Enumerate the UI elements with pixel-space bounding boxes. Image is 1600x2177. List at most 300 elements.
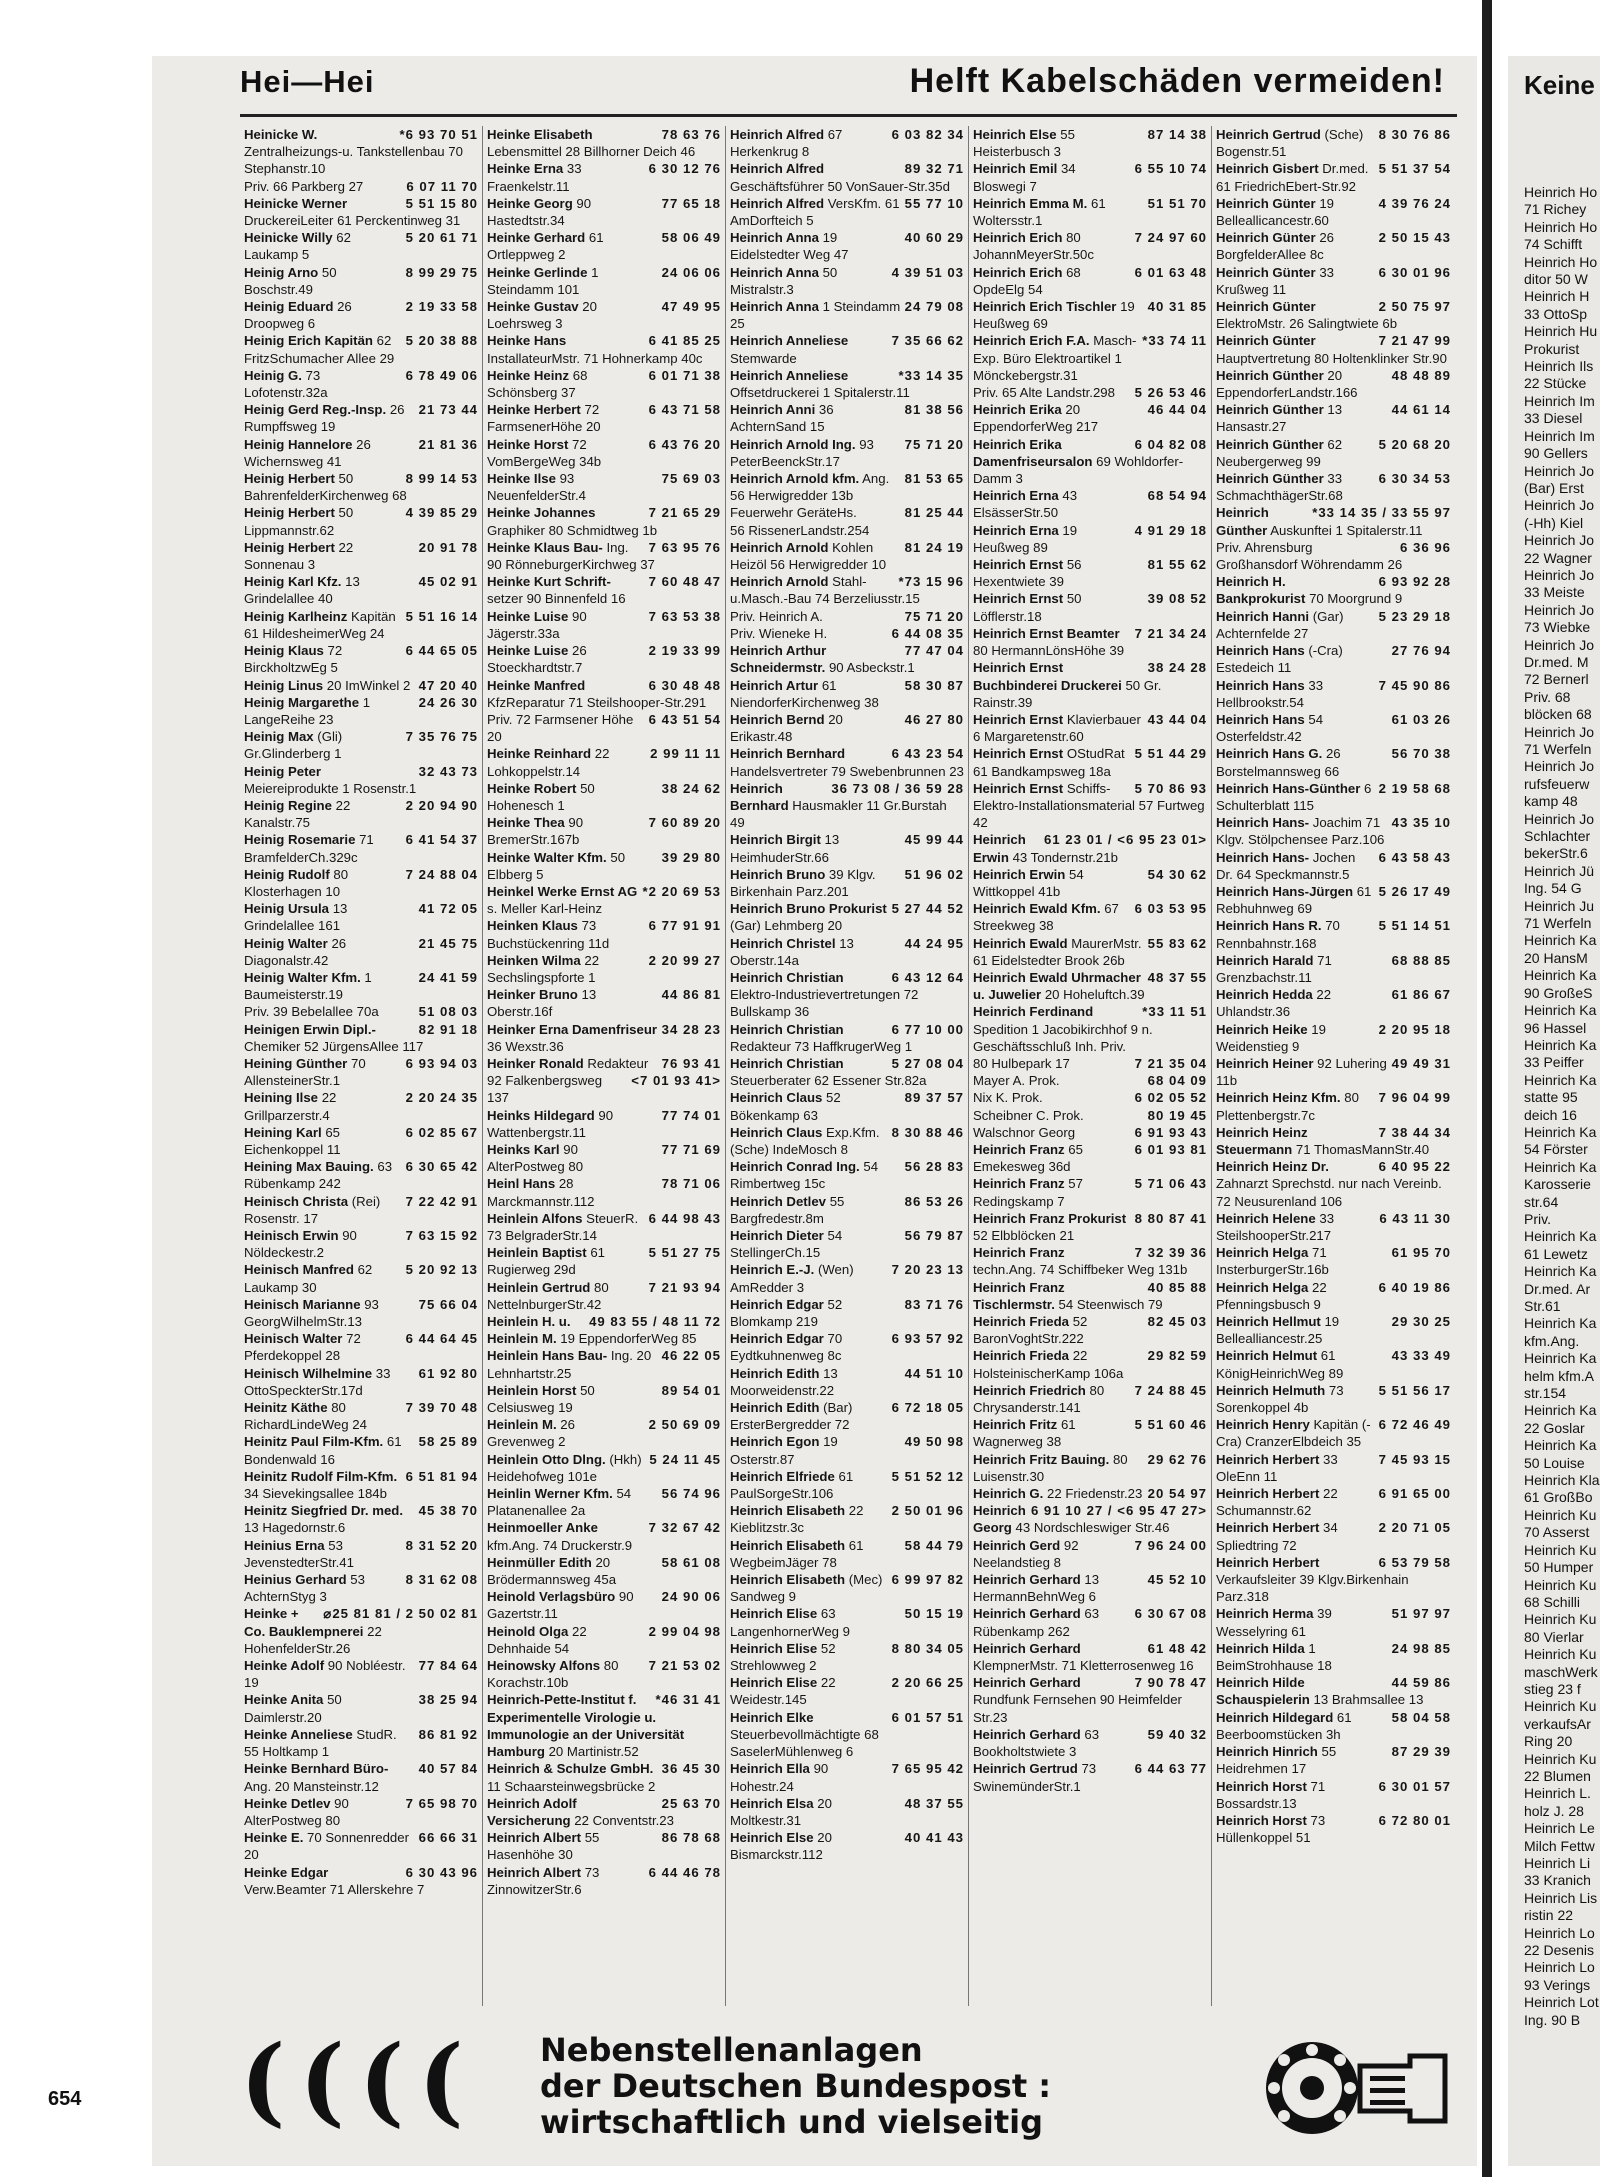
entry-name: Heinrich Ewald	[973, 935, 1068, 951]
directory-entry	[730, 1829, 964, 1863]
entry-detail: 68 Schönsberg 37	[487, 367, 588, 401]
entry-name: Heinrich Hans-Jürgen	[1216, 883, 1354, 899]
directory-entry	[730, 1330, 964, 1364]
entry-detail: Meiereiprodukte 1 Rosenstr.1	[244, 780, 417, 796]
facing-page-line: Str.61	[1524, 1298, 1561, 1314]
entry-detail: 19 Heußweg 69	[973, 299, 1135, 332]
facing-page-line: Milch Fettw	[1524, 1837, 1595, 1854]
entry-name: Heinisch Manfred	[244, 1262, 354, 1278]
directory-entry	[730, 264, 964, 298]
entry-phone: 6 55 10 74	[1134, 161, 1207, 177]
directory-entry	[1216, 160, 1451, 194]
directory-entry	[487, 608, 721, 642]
entry-detail: 70 AllensteinerStr.1	[244, 1055, 366, 1089]
directory-entry	[487, 160, 721, 194]
entry-name: Heinke Georg	[487, 195, 573, 211]
entry-phone: 6 30 01 96	[1378, 264, 1451, 280]
entry-detail: Ing. 90 RönneburgerKirchweg 37	[487, 539, 655, 573]
entry-detail: 55 Heidrehmen 17	[1216, 1744, 1337, 1777]
entry-name: Heinrich Christian	[730, 1055, 844, 1071]
entry-detail: 90 Wattenbergstr.11	[487, 1107, 614, 1140]
entry-detail: VersKfm. 61 AmDorfteich 5	[730, 195, 900, 229]
entry-name: Heinrich Erich F.A.	[973, 333, 1090, 349]
entry-phone: 7 21 93 94	[648, 1279, 721, 1295]
entry-phone: 44 24 95	[904, 935, 964, 951]
entry-phone: 51 96 02	[904, 866, 964, 882]
entry-detail: Verkaufsleiter 39 Klgv.Birkenhain Parz.318	[1216, 1572, 1409, 1605]
entry-detail: 53 JevenstedterStr.41	[244, 1537, 354, 1570]
entry-phone: 55 83 62	[1147, 935, 1207, 951]
entry-name: Heinrich Franz	[973, 1141, 1065, 1157]
entry-phone: 6 72 80 01	[1378, 1812, 1451, 1828]
facing-page-line: Heinrich Ho	[1524, 253, 1598, 270]
directory-entry	[730, 866, 964, 900]
entry-detail: 72 Pferdekoppel 28	[244, 1331, 361, 1364]
entry-detail: 61 Woltersstr.1	[973, 195, 1106, 229]
entry-phone: 2 50 69 09	[648, 1417, 721, 1433]
facing-page-line: Heinrich Ho	[1524, 184, 1598, 200]
entry-name: Heinrich Hans R.	[1216, 918, 1322, 934]
facing-page-line: Dr.med. M	[1524, 653, 1589, 670]
directory-entry	[1216, 573, 1451, 607]
entry-phone: 24 06 06	[661, 264, 721, 280]
directory-entry	[244, 1193, 478, 1227]
entry-detail: Exp.Kfm. (Sche) IndeMosch 8	[730, 1124, 880, 1157]
facing-page-line: bekerStr.6	[1524, 845, 1588, 862]
entry-name: Heinrich Edgar	[730, 1331, 824, 1347]
entry-detail: 13 HermannBehnWeg 6	[973, 1572, 1100, 1605]
facing-page-line: 71 Werfeln	[1524, 915, 1592, 932]
facing-page-line: Heinrich Ka	[1524, 1437, 1597, 1454]
entry-name: Heinrich Heinz Dr.	[1216, 1159, 1329, 1175]
entry-name: Heinrich Elise	[730, 1640, 818, 1656]
directory-entry	[487, 1519, 721, 1553]
directory-entry	[244, 229, 478, 263]
facing-page	[1508, 56, 1600, 2166]
entry-phone: *33 74 11	[1142, 333, 1207, 349]
entry-name: Heinrich Conrad Ing.	[730, 1159, 860, 1175]
entry-detail: 13 Grindelallee 40	[244, 574, 360, 607]
entry-detail: 22 Sonnenau 3	[244, 539, 354, 573]
entry-detail: 92 Neelandstieg 8	[973, 1537, 1079, 1570]
directory-entry	[487, 298, 721, 332]
entry-detail: 19 Osterstr.87	[730, 1434, 838, 1467]
directory-entry	[973, 590, 1207, 624]
entry-detail: 90 Hohestr.24	[730, 1761, 829, 1794]
entry-detail: 56 RissenerLandstr.254	[730, 522, 870, 538]
entry-name: Heinrich Ernst	[973, 746, 1064, 762]
entry-phone: 8 30 88 46	[891, 1124, 964, 1140]
entry-phone: 77 74 01	[661, 1107, 721, 1123]
entry-detail: 72 FarmsenerHöhe 20	[487, 402, 601, 435]
directory-entry	[973, 745, 1207, 779]
entry-detail: 34 Spliedtring 72	[1216, 1520, 1338, 1553]
facing-page-line: 33 Peiffer	[1524, 1054, 1584, 1071]
directory-entry	[730, 1365, 964, 1399]
entry-name: Heinrich Birgit	[730, 832, 821, 848]
entry-detail: 90 BremerStr.167b	[487, 815, 584, 848]
directory-entry	[973, 195, 1207, 229]
entry-detail: Offsetdruckerei 1 Spitalerstr.11	[730, 385, 910, 401]
entry-phone: 43 35 10	[1391, 815, 1451, 831]
directory-entry	[1216, 1812, 1451, 1846]
entry-phone: 6 91 10 27 / <6 95 47 27>	[1030, 1503, 1207, 1519]
facing-page-line: Heinrich Ho	[1524, 218, 1598, 235]
entry-detail: DruckereiLeiter 61 Perckentinweg 31	[244, 213, 461, 229]
entry-detail: 19 Belleallicancestr.60	[1216, 195, 1334, 229]
entry-detail: 22 Sechslingspforte 1	[487, 952, 600, 985]
directory-entry	[244, 195, 478, 229]
directory-entry	[244, 1537, 478, 1571]
entry-phone: 81 25 44	[904, 505, 964, 521]
entry-phone: 46 22 05	[661, 1348, 721, 1364]
directory-entry	[244, 608, 478, 642]
directory-page	[152, 56, 1477, 2166]
entry-detail: (Gar) Lehmberg 20	[730, 918, 843, 934]
entry-name: Heinrich Arnold kfm.	[730, 471, 860, 487]
directory-entry	[487, 1347, 721, 1381]
directory-entry	[973, 1089, 1207, 1106]
directory-entry	[244, 539, 478, 573]
ad-line-3: wirtschaftlich und vielseitig	[540, 2103, 1044, 2141]
facing-page-line: kamp 48	[1524, 793, 1578, 810]
directory-entry	[730, 1296, 964, 1330]
entry-phone: 4 91 29 18	[1134, 522, 1207, 538]
facing-page-lines	[1524, 184, 1600, 2029]
listing-column	[726, 126, 969, 2006]
entry-name: Heinrich Horst	[1216, 1778, 1307, 1794]
entry-name: Heinrich Erich	[973, 264, 1063, 280]
entry-name: Heinke Erna	[487, 161, 564, 177]
entry-phone: 20 91 78	[418, 539, 478, 555]
entry-phone: 86 78 68	[661, 1830, 721, 1846]
entry-detail: setzer 90 Binnenfeld 16	[487, 591, 626, 607]
entry-name: Heinrich Herma	[1216, 1606, 1314, 1622]
entry-phone: 61 23 01 / <6 95 23 01>	[1043, 832, 1207, 848]
entry-detail: 20 ImWinkel 2	[326, 677, 411, 693]
entry-phone: 6 44 65 05	[405, 643, 478, 659]
entry-detail: 63 Rübenkamp 262	[973, 1606, 1100, 1639]
entry-name: Heinlein Baptist	[487, 1245, 587, 1261]
entry-phone: 8 31 52 20	[405, 1537, 478, 1553]
entry-phone: 4 39 76 24	[1378, 195, 1451, 211]
entry-phone: 5 51 56 17	[1378, 1382, 1451, 1398]
entry-detail: 50 Hohenesch 1	[487, 780, 595, 813]
entry-detail: 63 Rübenkamp 242	[244, 1159, 393, 1192]
directory-entry	[487, 745, 721, 779]
directory-entry	[487, 504, 721, 538]
entry-name: Heinrich Hans-	[1216, 815, 1310, 831]
entry-name: Heinlein Alfons	[487, 1210, 583, 1226]
facing-page-line: Heinrich Ils	[1524, 358, 1594, 375]
entry-name: Heinke Edgar	[244, 1864, 329, 1880]
entry-detail: 20 Martinistr.52	[548, 1744, 639, 1760]
facing-page-line: Priv.	[1524, 1210, 1551, 1227]
entry-name: Heinrich Fritz	[973, 1417, 1058, 1433]
entry-name: Heinrich Claus	[730, 1090, 823, 1106]
entry-detail: 43 Nordschleswiger Str.46	[1015, 1520, 1170, 1536]
entry-phone: 39 29 80	[661, 849, 721, 865]
entry-detail: KlempnerMstr. 71 Kletterrosenweg 16	[973, 1658, 1194, 1674]
entry-phone: 8 30 76 86	[1378, 127, 1451, 142]
entry-phone: 48 37 55	[1147, 969, 1207, 985]
directory-entry	[487, 1055, 721, 1072]
directory-entry	[487, 1451, 721, 1485]
directory-entry	[973, 436, 1207, 488]
entry-name: Heinrich Gisbert	[1216, 161, 1319, 177]
directory-entry	[973, 1537, 1207, 1571]
entry-phone: 6 07 11 70	[406, 178, 478, 194]
facing-page-line: Heinrich Ka	[1524, 1315, 1597, 1332]
entry-detail: 1 Steindamm 25	[730, 299, 901, 332]
directory-entry	[1216, 1210, 1451, 1244]
entry-phone: 89 32 71	[904, 161, 964, 177]
directory-entry	[487, 1021, 721, 1055]
entry-name: Heinrich Herbert	[1216, 1451, 1320, 1467]
entry-name: Heinold Olga	[487, 1623, 569, 1639]
facing-page-line: 22 Goslar	[1524, 1419, 1585, 1436]
directory-entry	[487, 539, 721, 573]
entry-phone: 77 71 69	[661, 1141, 721, 1157]
facing-page-line: Ing. 54 G	[1524, 880, 1582, 897]
entry-detail: 54 Rimbertweg 15c	[730, 1159, 879, 1192]
entry-phone: 2 19 33 58	[405, 299, 478, 315]
entry-name: Heinrich Detlev	[730, 1193, 827, 1209]
entry-detail: (Sche) Bogenstr.51	[1216, 127, 1364, 160]
entry-phone: 5 27 44 52	[891, 901, 964, 917]
directory-entry	[1216, 1347, 1451, 1381]
entry-detail: Hauptvertretung 80 Holtenklinker Str.90	[1216, 350, 1447, 366]
directory-entry	[730, 625, 964, 642]
entry-detail: 39 Klgv. Birkenhain Parz.201	[730, 866, 876, 899]
directory-entry	[973, 1124, 1207, 1141]
entry-phone: 29 30 25	[1391, 1314, 1451, 1330]
entry-detail: Joachim 71 Klgv. Stölpchensee Parz.106	[1216, 815, 1385, 848]
entry-detail: 61 Rugierweg 29d	[487, 1245, 605, 1278]
entry-phone: 47 20 40	[418, 677, 478, 693]
directory-entry	[244, 1502, 478, 1536]
facing-page-line: 73 Wiebke	[1524, 619, 1591, 636]
entry-detail: Auskunftei 1 Spitalerstr.11	[1270, 522, 1423, 538]
facing-page-line: 90 GroßeS	[1524, 984, 1593, 1001]
entry-detail: Ang. 20 Mansteinstr.12	[244, 1778, 379, 1794]
entry-detail: Priv. Heinrich A.	[730, 608, 823, 624]
facing-page-line: Heinrich Ku	[1524, 1750, 1597, 1767]
entry-phone: 6 44 98 43	[648, 1210, 721, 1226]
directory-entry	[973, 969, 1207, 1003]
entry-phone: 6 30 12 76	[648, 161, 721, 177]
directory-entry	[244, 866, 478, 900]
entry-phone: 8 80 34 05	[891, 1640, 964, 1656]
entry-detail: 71 Grenzbachstr.11	[1216, 952, 1332, 985]
directory-entry	[730, 1158, 964, 1192]
entry-name: Heinitz Paul Film-Kfm.	[244, 1434, 384, 1450]
entry-name: Heinker Erna Damenfriseur	[487, 1021, 658, 1037]
entry-name: Heinrich Emma M.	[973, 195, 1088, 211]
entry-phone: 5 51 44 29	[1134, 746, 1207, 762]
entry-name: Heinig Max	[244, 729, 314, 745]
facing-page-line: Heinrich Jo	[1524, 810, 1595, 827]
entry-name: Heinrich Hilda	[1216, 1640, 1305, 1656]
directory-entry	[973, 264, 1207, 298]
directory-entry	[973, 831, 1207, 865]
ad-text	[540, 2032, 1051, 2140]
facing-page-line: Dr.med. Ar	[1524, 1280, 1591, 1297]
entry-detail: MaurerMstr. 61 Eidelstedter Brook 26b	[973, 935, 1142, 968]
entry-detail: 52 Strehlowweg 2	[730, 1640, 836, 1674]
entry-name: Heinrich Helene	[1216, 1210, 1316, 1226]
directory-entry	[730, 1227, 964, 1261]
entry-phone: 58 06 49	[661, 230, 721, 246]
entry-phone: *33 14 35 / 33 55 97	[1312, 505, 1451, 521]
facing-page-line: Heinrich Jo	[1524, 758, 1595, 775]
facing-page-line: Heinrich Ka	[1524, 1228, 1597, 1245]
entry-phone: 46 44 04	[1147, 402, 1207, 418]
entry-detail: 22 Pfenningsbusch 9	[1216, 1279, 1327, 1312]
facing-page-line: 61 Lewetz	[1524, 1245, 1588, 1262]
entry-detail: 33 Hellbrookstr.54	[1216, 677, 1324, 710]
entry-detail: 26 Stoeckhardtstr.7	[487, 643, 587, 676]
facing-page-line: Heinrich Ka	[1524, 1350, 1597, 1367]
entry-detail: 22 Kieblitzstr.3c	[730, 1503, 864, 1536]
entry-name: Heinke Gerlinde	[487, 264, 588, 280]
entry-phone: 66 66 31	[418, 1830, 478, 1846]
entry-detail: Redakteur	[587, 1055, 649, 1071]
entry-name: Heinrich Bruno	[730, 866, 826, 882]
entry-detail: Großhansdorf Wöhrendamm 26	[1216, 557, 1403, 573]
entry-name: Heinke Luise	[487, 608, 569, 624]
facing-page-line: stieg 23 f	[1524, 1680, 1581, 1697]
entry-name: Heinrich Friedrich	[973, 1382, 1086, 1398]
directory-entry	[730, 436, 964, 470]
entry-name: Heinig Karl Kfz.	[244, 574, 342, 590]
entry-detail: Geschäftsführer 50 VonSauer-Str.35d	[730, 178, 950, 194]
entry-name: Heinke + Co. Bauklempnerei	[244, 1606, 364, 1639]
directory-entry	[1216, 195, 1451, 229]
entry-phone: 58 61 08	[661, 1554, 721, 1570]
entry-detail: 61 Bondenwald 16	[244, 1434, 402, 1467]
entry-name: Heinrich Henry	[1216, 1417, 1310, 1433]
entry-phone: 5 23 29 18	[1378, 608, 1451, 624]
directory-entry	[487, 367, 721, 401]
directory-entry	[730, 1674, 964, 1708]
bracket-logo-icon: ((((	[240, 2024, 478, 2137]
entry-phone: 7 63 53 38	[648, 608, 721, 624]
entry-phone: 7 32 39 36	[1134, 1245, 1207, 1261]
entry-phone: 7 38 44 34	[1378, 1124, 1451, 1140]
directory-entry	[244, 1657, 478, 1691]
entry-phone: 7 45 93 15	[1378, 1451, 1451, 1467]
entry-phone: 5 51 52 12	[891, 1468, 964, 1484]
entry-phone: 7 21 53 02	[648, 1658, 721, 1674]
entry-phone: 6 91 93 43	[1134, 1124, 1207, 1140]
footer-advertisement	[240, 2026, 1465, 2156]
entry-phone: 7 21 65 29	[648, 505, 721, 521]
entry-detail: 36 Wexstr.36	[487, 1038, 564, 1054]
directory-entry	[487, 814, 721, 848]
entry-phone: 24 90 06	[661, 1589, 721, 1605]
entry-detail: 73 Sorenkoppel 4b	[1216, 1382, 1344, 1416]
entry-detail: 54 Osterfeldstr.42	[1216, 711, 1324, 745]
directory-entry	[487, 711, 721, 745]
entry-detail: InstallateurMstr. 71 Hohnerkamp 40c	[487, 350, 703, 366]
entry-name: Heinrich Hinrich	[1216, 1744, 1318, 1760]
entry-phone: 75 66 04	[418, 1296, 478, 1312]
entry-detail: 70 Eydtkuhnenweg 8c	[730, 1331, 843, 1364]
entry-detail: (Bar) ErsterBergredder 72	[730, 1400, 853, 1433]
directory-entry	[973, 1571, 1207, 1605]
entry-detail: 22 Conventstr.23	[574, 1812, 674, 1828]
entry-detail: kfm.Ang. 74 Druckerstr.9	[487, 1537, 633, 1553]
directory-entry	[1216, 1382, 1451, 1416]
entry-name: Heinig Erich Kapitän	[244, 333, 373, 349]
entry-detail: Kapitän 61 HildesheimerWeg 24	[244, 608, 396, 641]
entry-detail: 39 Wesselyring 61	[1216, 1606, 1332, 1639]
directory-entry	[487, 1210, 721, 1244]
entry-phone: 49 49 31	[1391, 1055, 1451, 1071]
entry-detail: 92 Luhering 11b	[1216, 1055, 1387, 1089]
entry-name: Heinrich Elise	[730, 1606, 818, 1622]
entry-phone: 68 88 85	[1391, 952, 1451, 968]
entry-name: Heinke Ilse	[487, 471, 556, 487]
facing-page-line: Priv. 68	[1524, 688, 1571, 705]
directory-entry	[730, 522, 964, 539]
entry-detail: 1 Baumeisterstr.19	[244, 969, 372, 1003]
entry-detail: 22 Schumannstr.62	[1216, 1486, 1338, 1519]
entry-name: Heinig Margarethe	[244, 694, 360, 710]
entry-phone: 44 61 14	[1391, 402, 1451, 418]
facing-page-line: Heinrich Lo	[1524, 1924, 1595, 1941]
entry-detail: 55 Bargfredestr.8m	[730, 1193, 845, 1226]
entry-detail: 52 BaronVoghtStr.222	[973, 1314, 1088, 1347]
directory-entry	[730, 608, 964, 625]
entry-phone: 55 77 10	[904, 195, 964, 211]
directory-entry	[244, 677, 478, 694]
page-header-range: Hei—Hei	[240, 64, 375, 99]
entry-detail: 20 Bismarckstr.112	[730, 1830, 832, 1863]
entry-name: Heinmoeller Anke	[487, 1520, 598, 1536]
facing-page-line: Karosserie	[1524, 1176, 1591, 1193]
entry-name: Heinmüller Edith	[487, 1554, 592, 1570]
directory-entry	[244, 178, 478, 195]
facing-page-line: rufsfeuerw	[1524, 775, 1590, 792]
facing-page-line: holz J. 28	[1524, 1802, 1584, 1819]
entry-detail: 33 SchmachthägerStr.68	[1216, 471, 1343, 504]
facing-page-line: 33 Kranich	[1524, 1872, 1591, 1889]
entry-name: Heinrich Anna	[730, 264, 819, 280]
entry-phone: 46 27 80	[904, 711, 964, 727]
entry-phone: 58 25 89	[418, 1434, 478, 1450]
entry-phone: 81 24 19	[904, 539, 964, 555]
telephone-hand-icon	[1260, 2026, 1460, 2146]
entry-name: Heinowsky Alfons	[487, 1658, 601, 1674]
entry-name: Heinrich Helmut	[1216, 1348, 1318, 1364]
facing-page-line: 20 HansM	[1524, 949, 1588, 966]
entry-name: Heinig Peter	[244, 763, 321, 779]
entry-phone: 21 45 75	[418, 935, 478, 951]
entry-name: Heinrich Heinz Kfm.	[1216, 1090, 1341, 1106]
entry-phone: 7 22 42 91	[405, 1193, 478, 1209]
directory-entry	[973, 487, 1207, 521]
entry-detail: Priv. 72 Farmsener Höhe 20	[487, 711, 634, 745]
entry-detail: 26 Rumpffsweg 19	[244, 402, 405, 435]
entry-name: Heinig Linus	[244, 677, 324, 693]
entry-name: Heinke Heinz	[487, 367, 570, 383]
entry-name: Heinker Ronald	[487, 1055, 584, 1071]
entry-detail: 90 Jägerstr.33a	[487, 608, 587, 641]
facing-page-line: Heinrich Ku	[1524, 1506, 1597, 1523]
entry-name: Heinke Gustav	[487, 299, 579, 315]
